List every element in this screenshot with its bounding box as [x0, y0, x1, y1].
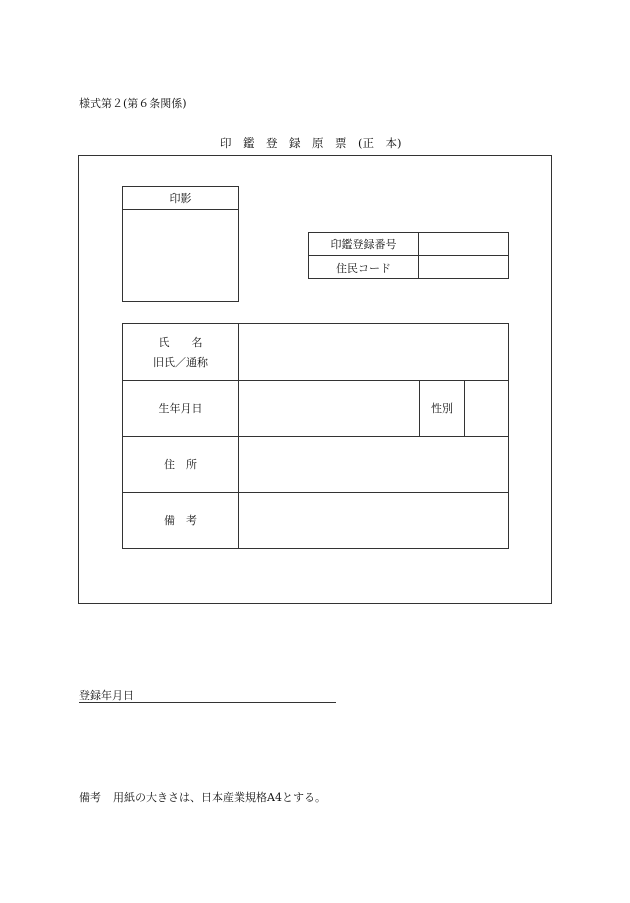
registration-date-label: 登録年月日 — [79, 689, 134, 702]
footer-note — [79, 792, 326, 803]
sex-field[interactable] — [465, 381, 508, 436]
seal-impression-box — [122, 186, 239, 302]
resident-code-field[interactable] — [419, 256, 508, 279]
address-field[interactable] — [239, 437, 508, 492]
document-title: 印 鑑 登 録 原 票 (正 本) — [220, 136, 402, 150]
sex-label — [419, 381, 465, 436]
address-row — [123, 437, 508, 493]
footer-note-text: 用紙の大きさは、日本産業規格A4とする。 — [113, 791, 326, 804]
remarks-row — [123, 493, 508, 548]
birth-date-label — [123, 381, 239, 436]
name-field[interactable] — [239, 324, 508, 380]
remarks-label — [123, 493, 239, 548]
name-label-former-alias: 旧氏／通称 — [153, 355, 208, 369]
footer-note-label: 備考 — [79, 791, 101, 804]
birth-date-row — [123, 381, 508, 437]
seal-registration-number-row — [309, 233, 508, 256]
seal-impression-label: 印影 — [123, 187, 238, 210]
resident-code-label: 住民コード — [309, 256, 419, 279]
seal-registration-number-field[interactable] — [419, 233, 508, 255]
registration-date-field[interactable] — [79, 702, 336, 703]
remarks-field[interactable] — [239, 493, 508, 548]
remarks-label-text: 備 考 — [164, 514, 197, 527]
name-row — [123, 324, 508, 381]
name-label-primary: 氏 名 — [158, 335, 203, 349]
sex-label-text: 性別 — [431, 402, 453, 415]
name-label — [123, 324, 239, 380]
resident-code-row — [309, 256, 508, 279]
form-number: 様式第２(第６条関係) — [79, 97, 187, 110]
birth-date-label-text: 生年月日 — [158, 402, 203, 415]
registration-number-table — [308, 232, 509, 279]
seal-registration-number-label: 印鑑登録番号 — [309, 233, 419, 255]
address-label — [123, 437, 239, 492]
personal-info-table — [122, 323, 509, 549]
birth-date-field[interactable] — [239, 381, 418, 436]
address-label-text: 住 所 — [164, 458, 197, 471]
